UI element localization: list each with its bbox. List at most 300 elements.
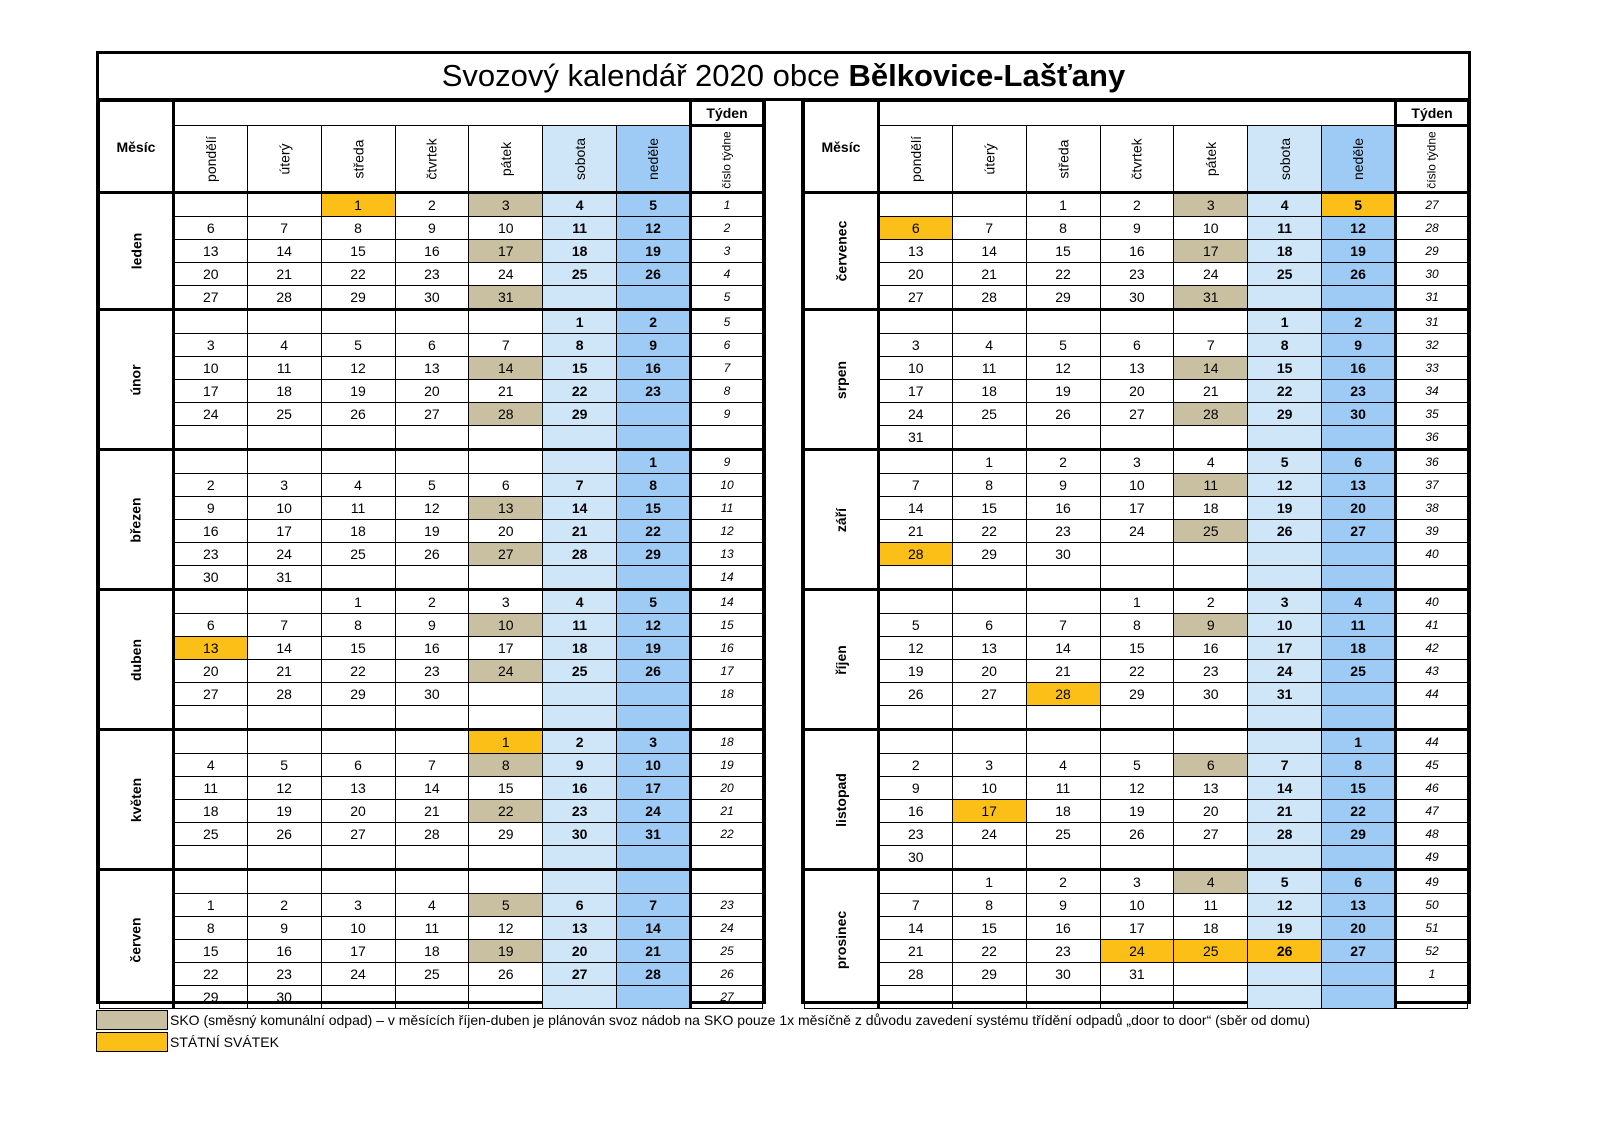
week-number-cell: 41 xyxy=(1396,614,1468,637)
day-cell: 4 xyxy=(247,334,321,357)
calendar-row xyxy=(805,894,1468,917)
month-label-cell xyxy=(805,590,879,730)
header-day-label: neděle xyxy=(1350,137,1367,180)
title-municipality: Bělkovice-Lašťany xyxy=(848,58,1126,93)
month-label-cell xyxy=(100,870,174,1009)
week-number-cell: 11 xyxy=(691,497,763,520)
day-cell: 24 xyxy=(1100,940,1174,963)
day-cell: 18 xyxy=(1248,240,1322,263)
day-cell: 26 xyxy=(469,963,543,986)
day-cell: 23 xyxy=(247,963,321,986)
day-cell: 7 xyxy=(878,894,952,917)
day-cell xyxy=(395,706,469,730)
day-cell: 13 xyxy=(469,497,543,520)
day-cell xyxy=(395,870,469,894)
day-cell: 5 xyxy=(321,334,395,357)
day-cell: 22 xyxy=(543,380,617,403)
calendar-row xyxy=(100,777,763,800)
week-number-cell: 10 xyxy=(691,474,763,497)
day-cell xyxy=(878,450,952,474)
day-cell xyxy=(878,566,952,590)
day-cell xyxy=(1026,706,1100,730)
calendar-row xyxy=(100,474,763,497)
day-cell xyxy=(617,683,691,706)
month-name: říjen xyxy=(832,644,849,675)
day-cell: 9 xyxy=(1026,474,1100,497)
day-cell: 5 xyxy=(1026,334,1100,357)
day-cell: 19 xyxy=(1248,917,1322,940)
day-cell xyxy=(247,706,321,730)
day-cell: 24 xyxy=(1248,660,1322,683)
day-cell: 14 xyxy=(1174,357,1248,380)
day-cell: 13 xyxy=(952,637,1026,660)
day-cell: 16 xyxy=(1100,240,1174,263)
day-cell: 18 xyxy=(1322,637,1396,660)
day-cell: 20 xyxy=(469,520,543,543)
day-cell xyxy=(1322,706,1396,730)
day-cell: 8 xyxy=(1026,217,1100,240)
calendar-page xyxy=(96,51,1471,1003)
day-cell xyxy=(1322,963,1396,986)
calendar-row xyxy=(100,380,763,403)
day-cell: 5 xyxy=(469,894,543,917)
header-week: Týden xyxy=(1396,102,1468,126)
day-cell: 13 xyxy=(173,240,247,263)
day-cell: 1 xyxy=(1100,590,1174,614)
day-cell: 3 xyxy=(321,894,395,917)
week-number-cell: 12 xyxy=(691,520,763,543)
day-cell: 20 xyxy=(878,263,952,286)
header-day-2 xyxy=(1026,126,1100,193)
day-cell: 28 xyxy=(617,963,691,986)
calendar-row xyxy=(805,917,1468,940)
header-day-5 xyxy=(1248,126,1322,193)
day-cell: 3 xyxy=(247,474,321,497)
day-cell: 20 xyxy=(543,940,617,963)
week-number-cell: 25 xyxy=(691,940,763,963)
day-cell: 18 xyxy=(173,800,247,823)
calendar-row xyxy=(805,286,1468,310)
day-cell xyxy=(173,846,247,870)
calendar-row xyxy=(805,543,1468,566)
day-cell: 22 xyxy=(173,963,247,986)
day-cell: 6 xyxy=(1322,450,1396,474)
day-cell: 21 xyxy=(1026,660,1100,683)
day-cell: 17 xyxy=(469,240,543,263)
day-cell xyxy=(247,450,321,474)
week-number-cell: 20 xyxy=(691,777,763,800)
header-day-label: středa xyxy=(350,139,367,178)
day-cell: 2 xyxy=(1174,590,1248,614)
calendar-row xyxy=(100,193,763,217)
day-cell: 11 xyxy=(1248,217,1322,240)
day-cell: 1 xyxy=(469,730,543,754)
day-cell: 28 xyxy=(1174,403,1248,426)
day-cell xyxy=(617,426,691,450)
day-cell xyxy=(1322,566,1396,590)
day-cell: 1 xyxy=(173,894,247,917)
day-cell: 21 xyxy=(1248,800,1322,823)
day-cell xyxy=(1026,590,1100,614)
day-cell: 26 xyxy=(1026,403,1100,426)
day-cell xyxy=(321,730,395,754)
day-cell xyxy=(321,450,395,474)
day-cell xyxy=(469,846,543,870)
day-cell: 20 xyxy=(1174,800,1248,823)
day-cell: 18 xyxy=(247,380,321,403)
header-day-0 xyxy=(173,126,247,193)
day-cell: 24 xyxy=(173,403,247,426)
day-cell: 17 xyxy=(1174,240,1248,263)
month-label-cell xyxy=(100,193,174,310)
day-cell: 19 xyxy=(1026,380,1100,403)
week-number-cell: 22 xyxy=(691,823,763,846)
week-number-cell: 31 xyxy=(1396,310,1468,334)
day-cell: 16 xyxy=(543,777,617,800)
week-number-cell: 15 xyxy=(691,614,763,637)
day-cell: 18 xyxy=(321,520,395,543)
day-cell xyxy=(878,590,952,614)
day-cell: 27 xyxy=(952,683,1026,706)
day-cell: 29 xyxy=(1322,823,1396,846)
day-cell: 21 xyxy=(543,520,617,543)
day-cell: 8 xyxy=(321,614,395,637)
day-cell xyxy=(469,870,543,894)
day-cell: 12 xyxy=(1100,777,1174,800)
header-day-label: čtvrtek xyxy=(423,137,440,180)
day-cell: 12 xyxy=(1322,217,1396,240)
day-cell xyxy=(1248,566,1322,590)
day-cell: 14 xyxy=(878,917,952,940)
day-cell: 12 xyxy=(1248,894,1322,917)
day-cell: 18 xyxy=(1026,800,1100,823)
month-name: květen xyxy=(127,777,144,822)
day-cell xyxy=(247,310,321,334)
day-cell: 28 xyxy=(247,683,321,706)
calendar-row xyxy=(100,846,763,870)
week-number-cell xyxy=(691,426,763,450)
day-cell: 24 xyxy=(1174,263,1248,286)
day-cell: 30 xyxy=(395,683,469,706)
day-cell: 6 xyxy=(173,217,247,240)
day-cell: 3 xyxy=(878,334,952,357)
week-number-cell: 1 xyxy=(1396,963,1468,986)
day-cell: 7 xyxy=(395,754,469,777)
day-cell: 21 xyxy=(247,263,321,286)
day-cell: 5 xyxy=(1100,754,1174,777)
calendar-row xyxy=(805,450,1468,474)
month-label-cell xyxy=(805,450,879,590)
day-cell xyxy=(1174,706,1248,730)
day-cell xyxy=(469,986,543,1009)
day-cell: 9 xyxy=(617,334,691,357)
week-number-cell: 17 xyxy=(691,660,763,683)
day-cell xyxy=(321,706,395,730)
day-cell xyxy=(1248,426,1322,450)
week-number-cell: 24 xyxy=(691,917,763,940)
week-number-cell: 40 xyxy=(1396,543,1468,566)
day-cell xyxy=(1322,986,1396,1009)
day-cell: 23 xyxy=(543,800,617,823)
day-cell xyxy=(173,450,247,474)
day-cell: 6 xyxy=(321,754,395,777)
header-day-1 xyxy=(952,126,1026,193)
day-cell: 19 xyxy=(617,240,691,263)
day-cell: 9 xyxy=(543,754,617,777)
day-cell: 30 xyxy=(878,846,952,870)
day-cell: 3 xyxy=(173,334,247,357)
day-cell: 1 xyxy=(1026,193,1100,217)
calendar-row xyxy=(805,263,1468,286)
day-cell: 30 xyxy=(1100,286,1174,310)
day-cell: 12 xyxy=(878,637,952,660)
week-number-cell: 1 xyxy=(691,193,763,217)
day-cell: 14 xyxy=(617,917,691,940)
day-cell xyxy=(395,986,469,1009)
day-cell xyxy=(878,193,952,217)
month-label-cell xyxy=(805,870,879,1009)
day-cell: 10 xyxy=(1248,614,1322,637)
day-cell: 15 xyxy=(1026,240,1100,263)
day-cell xyxy=(1322,846,1396,870)
month-label-cell xyxy=(100,590,174,730)
day-cell: 22 xyxy=(952,940,1026,963)
day-cell xyxy=(952,730,1026,754)
day-cell: 18 xyxy=(1174,917,1248,940)
week-number-cell: 6 xyxy=(691,334,763,357)
day-cell: 16 xyxy=(247,940,321,963)
day-cell: 24 xyxy=(952,823,1026,846)
header-week-number-label: číslo týdne xyxy=(1425,131,1440,189)
day-cell: 15 xyxy=(1322,777,1396,800)
week-number-cell: 19 xyxy=(691,754,763,777)
day-cell: 20 xyxy=(395,380,469,403)
day-cell: 12 xyxy=(247,777,321,800)
day-cell xyxy=(952,590,1026,614)
calendar-row xyxy=(100,497,763,520)
week-number-cell: 30 xyxy=(1396,263,1468,286)
day-cell: 4 xyxy=(1322,590,1396,614)
day-cell xyxy=(1100,566,1174,590)
day-cell: 19 xyxy=(1100,800,1174,823)
day-cell: 30 xyxy=(543,823,617,846)
day-cell: 25 xyxy=(1248,263,1322,286)
calendar-row xyxy=(100,566,763,590)
day-cell: 9 xyxy=(1100,217,1174,240)
day-cell: 20 xyxy=(952,660,1026,683)
day-cell: 27 xyxy=(1174,823,1248,846)
day-cell: 13 xyxy=(1322,474,1396,497)
day-cell xyxy=(173,870,247,894)
day-cell: 14 xyxy=(543,497,617,520)
header-row-days xyxy=(100,126,763,193)
week-number-cell: 38 xyxy=(1396,497,1468,520)
calendar-row xyxy=(805,240,1468,263)
calendar-row xyxy=(805,846,1468,870)
day-cell: 1 xyxy=(321,590,395,614)
day-cell: 17 xyxy=(878,380,952,403)
day-cell: 16 xyxy=(395,637,469,660)
header-day-3 xyxy=(1100,126,1174,193)
day-cell: 11 xyxy=(1322,614,1396,637)
day-cell: 19 xyxy=(617,637,691,660)
calendar-row xyxy=(100,403,763,426)
day-cell: 25 xyxy=(543,660,617,683)
calendar-row xyxy=(100,334,763,357)
calendar-row xyxy=(100,240,763,263)
week-number-cell: 23 xyxy=(691,894,763,917)
day-cell: 17 xyxy=(1100,917,1174,940)
day-cell: 28 xyxy=(878,963,952,986)
day-cell: 14 xyxy=(1026,637,1100,660)
day-cell: 26 xyxy=(617,660,691,683)
day-cell xyxy=(617,403,691,426)
day-cell: 13 xyxy=(878,240,952,263)
day-cell xyxy=(617,566,691,590)
day-cell xyxy=(1100,426,1174,450)
day-cell: 7 xyxy=(878,474,952,497)
day-cell: 29 xyxy=(1100,683,1174,706)
day-cell: 26 xyxy=(1248,520,1322,543)
day-cell: 4 xyxy=(1026,754,1100,777)
day-cell xyxy=(1174,543,1248,566)
day-cell: 19 xyxy=(321,380,395,403)
day-cell xyxy=(173,426,247,450)
calendar-row xyxy=(100,520,763,543)
day-cell: 11 xyxy=(395,917,469,940)
day-cell: 1 xyxy=(617,450,691,474)
header-day-label: úterý xyxy=(981,142,998,175)
day-cell: 10 xyxy=(247,497,321,520)
day-cell xyxy=(469,426,543,450)
calendar-row xyxy=(100,706,763,730)
day-cell: 4 xyxy=(1248,193,1322,217)
day-cell: 7 xyxy=(1174,334,1248,357)
day-cell: 29 xyxy=(321,286,395,310)
header-day-label: pondělí xyxy=(202,135,219,182)
month-name: listopad xyxy=(832,772,849,827)
day-cell: 5 xyxy=(1248,870,1322,894)
header-row-week xyxy=(805,102,1468,126)
day-cell xyxy=(1322,426,1396,450)
calendar-row xyxy=(805,986,1468,1009)
calendar-row xyxy=(100,823,763,846)
day-cell: 2 xyxy=(1026,450,1100,474)
day-cell: 11 xyxy=(321,497,395,520)
day-cell: 14 xyxy=(952,240,1026,263)
day-cell: 6 xyxy=(1174,754,1248,777)
calendar-row xyxy=(805,334,1468,357)
week-number-cell: 4 xyxy=(691,263,763,286)
day-cell: 27 xyxy=(173,286,247,310)
calendar-row xyxy=(100,800,763,823)
week-number-cell: 3 xyxy=(691,240,763,263)
day-cell: 5 xyxy=(247,754,321,777)
day-cell: 10 xyxy=(173,357,247,380)
calendar-row xyxy=(805,497,1468,520)
day-cell: 7 xyxy=(1026,614,1100,637)
day-cell: 10 xyxy=(1100,474,1174,497)
month-name: srpen xyxy=(832,360,849,399)
calendar-row xyxy=(100,310,763,334)
day-cell: 11 xyxy=(1174,474,1248,497)
week-number-cell: 27 xyxy=(691,986,763,1009)
day-cell: 5 xyxy=(1322,193,1396,217)
month-name: červen xyxy=(127,916,144,963)
day-cell: 17 xyxy=(617,777,691,800)
month-label-cell xyxy=(805,193,879,310)
day-cell: 8 xyxy=(617,474,691,497)
day-cell xyxy=(321,566,395,590)
week-number-cell: 27 xyxy=(1396,193,1468,217)
day-cell: 6 xyxy=(878,217,952,240)
day-cell: 8 xyxy=(469,754,543,777)
day-cell: 18 xyxy=(543,637,617,660)
header-day-1 xyxy=(247,126,321,193)
day-cell xyxy=(543,286,617,310)
week-number-cell: 36 xyxy=(1396,426,1468,450)
calendar-row xyxy=(805,730,1468,754)
day-cell xyxy=(173,193,247,217)
day-cell: 8 xyxy=(543,334,617,357)
day-cell: 13 xyxy=(543,917,617,940)
day-cell: 17 xyxy=(469,637,543,660)
day-cell xyxy=(617,986,691,1009)
month-name: leden xyxy=(127,232,144,270)
week-number-cell: 14 xyxy=(691,590,763,614)
calendar-row xyxy=(805,614,1468,637)
calendar-row xyxy=(805,637,1468,660)
calendar-row xyxy=(100,543,763,566)
week-number-cell: 16 xyxy=(691,637,763,660)
day-cell xyxy=(1322,683,1396,706)
day-cell: 6 xyxy=(543,894,617,917)
calendar-row xyxy=(100,217,763,240)
week-number-cell: 50 xyxy=(1396,894,1468,917)
day-cell: 13 xyxy=(1100,357,1174,380)
calendar-row xyxy=(100,450,763,474)
calendar-row xyxy=(805,193,1468,217)
day-cell: 3 xyxy=(1100,870,1174,894)
day-cell: 20 xyxy=(1100,380,1174,403)
day-cell: 27 xyxy=(1322,520,1396,543)
day-cell xyxy=(1248,963,1322,986)
day-cell: 10 xyxy=(321,917,395,940)
calendar-row xyxy=(100,286,763,310)
week-number-cell xyxy=(691,706,763,730)
day-cell xyxy=(247,870,321,894)
day-cell xyxy=(1248,846,1322,870)
calendar-row xyxy=(100,660,763,683)
week-number-cell: 40 xyxy=(1396,590,1468,614)
calendar-row xyxy=(805,426,1468,450)
month-label-cell xyxy=(805,310,879,450)
day-cell: 27 xyxy=(878,286,952,310)
day-cell: 10 xyxy=(617,754,691,777)
day-cell: 29 xyxy=(543,403,617,426)
day-cell: 9 xyxy=(395,217,469,240)
header-row-days xyxy=(805,126,1468,193)
calendar-left-half xyxy=(96,101,766,1004)
day-cell: 4 xyxy=(543,590,617,614)
day-cell: 19 xyxy=(395,520,469,543)
title-text: Svozový kalendář 2020 obce xyxy=(441,58,849,93)
legend-holiday xyxy=(96,1031,1310,1053)
header-day-4 xyxy=(469,126,543,193)
day-cell: 29 xyxy=(321,683,395,706)
day-cell: 3 xyxy=(952,754,1026,777)
day-cell xyxy=(395,310,469,334)
